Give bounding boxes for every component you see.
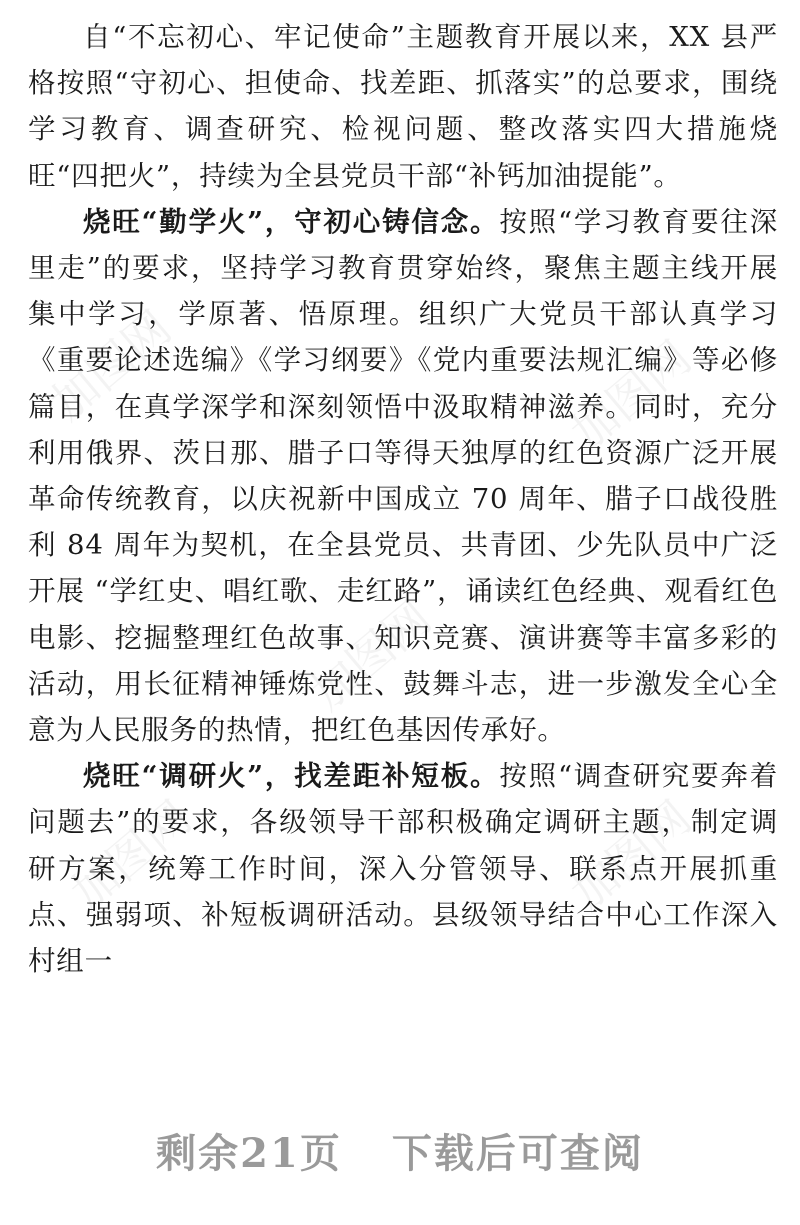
watermark: 加图网	[300, 590, 442, 721]
paragraph-intro	[28, 14, 778, 199]
watermark: 加图网	[60, 790, 202, 921]
paragraph-lead: 烧旺“调研火”，找差距补短板。	[83, 760, 500, 793]
document-body	[28, 14, 778, 984]
paragraph-lead: 烧旺“勤学火”，守初心铸信念。	[83, 205, 500, 238]
watermark: 加图网	[40, 300, 182, 431]
paragraph-study	[28, 199, 778, 753]
watermark: 加图网	[560, 790, 702, 921]
watermark: 加图网	[560, 330, 702, 461]
paragraph-research	[28, 753, 778, 984]
paragraph-text: 自“不忘初心、牢记使命”主题教育开展以来，XX 县严格按照“守初心、担使命、找差距、抓落实”的总要求，围绕学习教育、调查研究、检视问题、整改落实四大措施烧旺“四把火”，持续为全县党员干部“补钙加油提能”。	[28, 21, 778, 192]
remaining-pages-label: 剩余21页	[156, 1130, 342, 1177]
download-hint-label: 下载后可查阅	[391, 1130, 644, 1177]
paragraph-text: 按照“学习教育要往深里走”的要求，坚持学习教育贯穿始终，聚焦主题主线开展集中学习，学原著、悟原理。组织广大党员干部认真学习《重要论述选编》《学习纲要》《党内重要法规汇编》等必修篇目，在真学深学和深刻领悟中汲取精神滋养。同时，充分利用俄界、茨日那、腊子口等得天独厚的红色资源广泛开展革命传统教育，以庆祝新中国成立 70 周年、腊子口战役胜利 84 周年为契机，在全县党员、共青团、少先队员中广泛开展 “学红史、唱红歌、走红路”，诵读红色经典、观看红色电影、挖掘整理红色故事、知识竞赛、演讲赛等丰富多彩的活动，用长征精神锤炼党性、鼓舞斗志，进一步激发全心全意为人民服务的热情，把红色基因传承好。	[28, 205, 778, 747]
download-prompt[interactable]	[0, 1122, 800, 1179]
paragraph-text: 按照“调查研究要奔着问题去”的要求，各级领导干部积极确定调研主题，制定调研方案，统筹工作时间，深入分管领导、联系点开展抓重点、强弱项、补短板调研活动。县级领导结合中心工作深入村组一	[28, 760, 778, 978]
